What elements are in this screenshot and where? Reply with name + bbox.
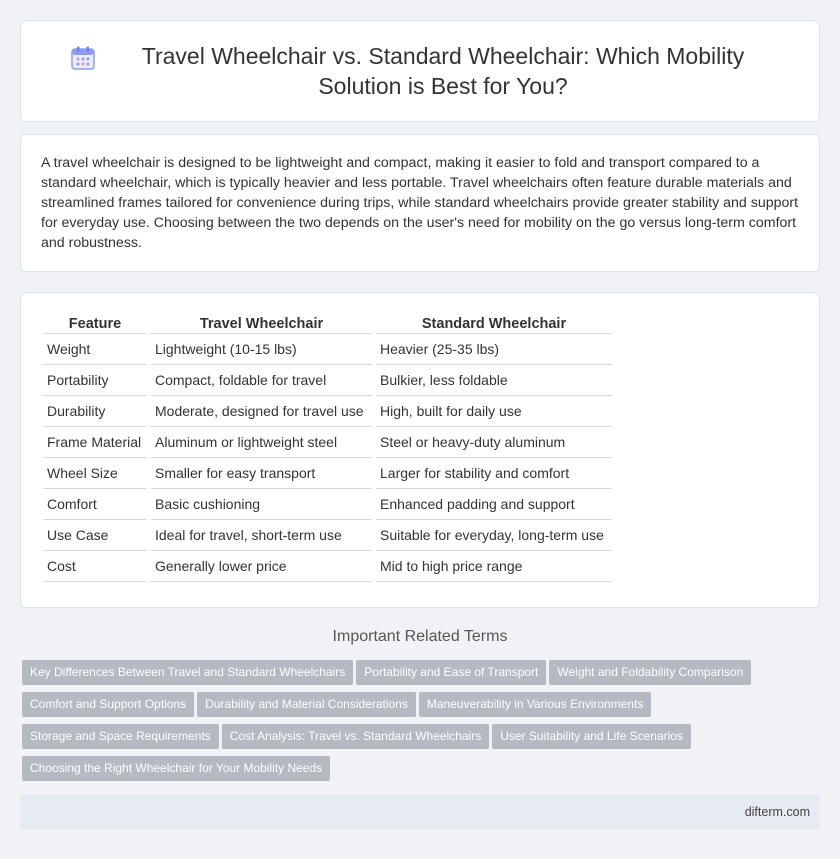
- table-row: [43, 427, 612, 458]
- comparison-card: [20, 292, 820, 608]
- row-standard: Bulkier, less foldable: [376, 365, 612, 396]
- table-row: [43, 489, 612, 520]
- related-term-tag[interactable]: Maneuverability in Various Environments: [419, 692, 652, 717]
- table-header-row: [43, 313, 612, 334]
- table-row: [43, 365, 612, 396]
- row-travel: Compact, foldable for travel: [151, 365, 372, 396]
- header-travel: Travel Wheelchair: [151, 313, 372, 334]
- intro-card: [20, 134, 820, 272]
- header-feature: Feature: [43, 313, 147, 334]
- row-feature: Weight: [43, 334, 147, 365]
- row-standard: Steel or heavy-duty aluminum: [376, 427, 612, 458]
- row-travel: Moderate, designed for travel use: [151, 396, 372, 427]
- row-feature: Comfort: [43, 489, 147, 520]
- row-travel: Aluminum or lightweight steel: [151, 427, 372, 458]
- footer-site-link[interactable]: difterm.com: [744, 805, 810, 819]
- related-term-tag[interactable]: Weight and Foldability Comparison: [549, 660, 751, 685]
- row-standard: Heavier (25-35 lbs): [376, 334, 612, 365]
- calendar-icon: [70, 45, 96, 71]
- row-standard: Mid to high price range: [376, 551, 612, 582]
- row-feature: Wheel Size: [43, 458, 147, 489]
- row-feature: Frame Material: [43, 427, 147, 458]
- comparison-table: [39, 313, 616, 582]
- related-terms-title: Important Related Terms: [332, 628, 508, 645]
- header-card: [20, 20, 820, 122]
- row-feature: Use Case: [43, 520, 147, 551]
- row-travel: Ideal for travel, short-term use: [151, 520, 372, 551]
- intro-text: A travel wheelchair is designed to be lightweight and compact, making it easier to fold and transport compared to a standard wheelchair, which is typically heavier and less portable. Travel wheelchairs often feature durable materials and streamlined frames tailored for convenience during trips, while standard wheelchairs provide greater stability and support for everyday use. Choosing between the two depends on the user's need for mobility on the go versus long-term comfort and robustness.: [41, 155, 799, 251]
- related-term-tag[interactable]: User Suitability and Life Scenarios: [492, 724, 691, 749]
- row-feature: Cost: [43, 551, 147, 582]
- row-travel: Basic cushioning: [151, 489, 372, 520]
- related-term-tag[interactable]: Portability and Ease of Transport: [356, 660, 546, 685]
- row-feature: Portability: [43, 365, 147, 396]
- row-feature: Durability: [43, 396, 147, 427]
- footer: [20, 795, 820, 829]
- table-row: [43, 334, 612, 365]
- row-standard: High, built for daily use: [376, 396, 612, 427]
- row-travel: Generally lower price: [151, 551, 372, 582]
- table-row: [43, 458, 612, 489]
- header-standard: Standard Wheelchair: [376, 313, 612, 334]
- row-travel: Lightweight (10-15 lbs): [151, 334, 372, 365]
- related-term-tag[interactable]: Durability and Material Considerations: [197, 692, 416, 717]
- row-standard: Enhanced padding and support: [376, 489, 612, 520]
- page-title: Travel Wheelchair vs. Standard Wheelchair: Which Mobility Solution is Best for You?: [141, 43, 745, 99]
- related-term-tag[interactable]: Storage and Space Requirements: [22, 724, 219, 749]
- related-term-tag[interactable]: Cost Analysis: Travel vs. Standard Wheelchairs: [222, 724, 489, 749]
- related-terms-list: [22, 660, 812, 788]
- row-standard: Larger for stability and comfort: [376, 458, 612, 489]
- row-standard: Suitable for everyday, long-term use: [376, 520, 612, 551]
- related-term-tag[interactable]: Comfort and Support Options: [22, 692, 194, 717]
- table-row: [43, 551, 612, 582]
- row-travel: Smaller for easy transport: [151, 458, 372, 489]
- related-term-tag[interactable]: Choosing the Right Wheelchair for Your Mobility Needs: [22, 756, 330, 781]
- table-row: [43, 520, 612, 551]
- table-row: [43, 396, 612, 427]
- related-term-tag[interactable]: Key Differences Between Travel and Standard Wheelchairs: [22, 660, 353, 685]
